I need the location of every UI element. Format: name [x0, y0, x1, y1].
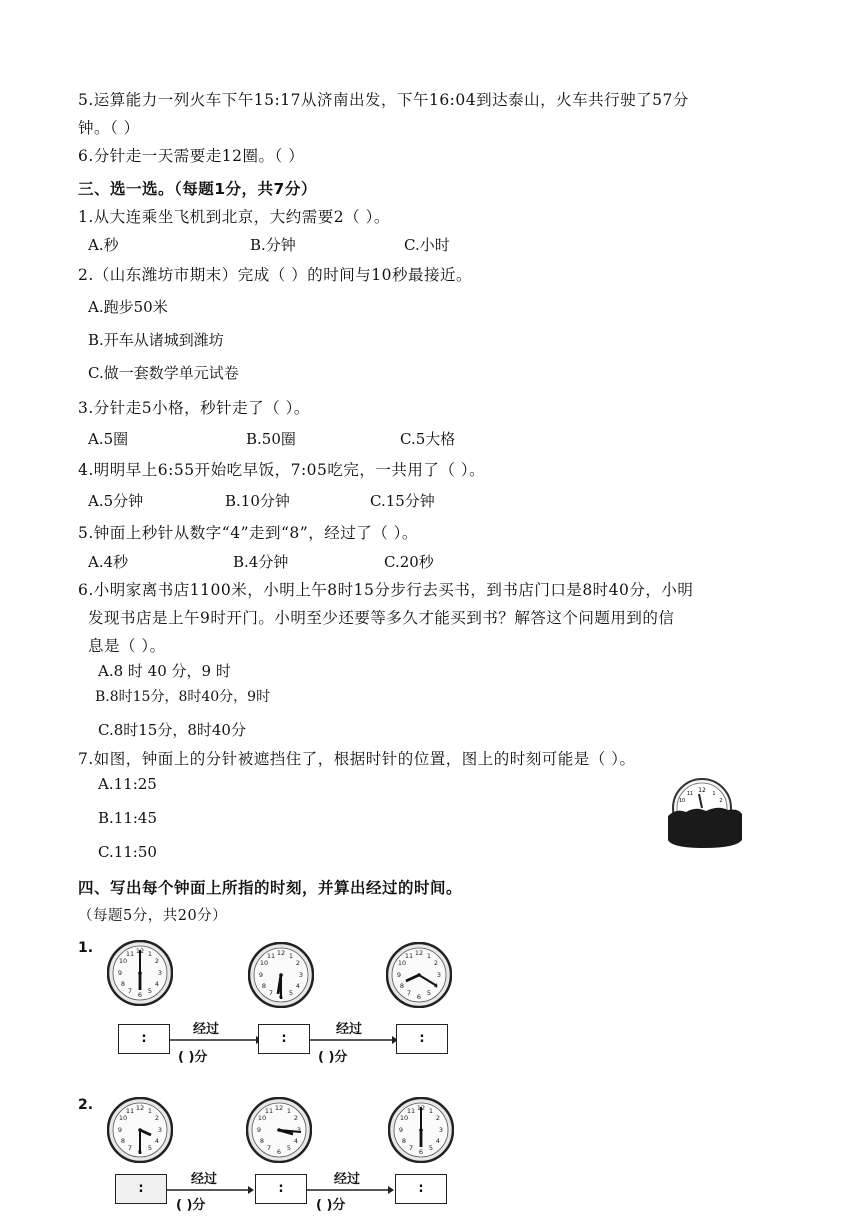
s3-q1-option-c: C.小时: [404, 236, 450, 254]
q1-time-box-1[interactable]: :: [118, 1024, 170, 1054]
svg-text:12: 12: [698, 787, 706, 794]
s3-q4-option-b: B.10分钟: [225, 492, 290, 510]
section4-title: 四、写出每个钟面上所指的时刻，并算出经过的时间。: [78, 879, 463, 897]
clock-q1-second: [248, 942, 314, 1008]
q2-elapsed-label-2: 经过: [334, 1172, 361, 1187]
clock-q2-third: [388, 1097, 454, 1163]
s3-q7-option-a: A.11:25: [98, 775, 157, 793]
q1-time-box-2[interactable]: :: [258, 1024, 310, 1054]
s3-q4-option-c: C.15分钟: [370, 492, 435, 510]
section3-title: 三、选一选。（每题1分，共7分）: [78, 180, 317, 198]
s4-q2-label: 2.: [78, 1097, 94, 1113]
s3-q7-stem: 7.如图，钟面上的分针被遮挡住了，根据时针的位置，图上的时刻可能是（ ）。: [78, 750, 636, 768]
s3-q2-option-b: B.开车从诸城到潍坊: [88, 331, 224, 349]
s3-q1-option-a: A.秒: [88, 236, 119, 254]
clock-q1-third: [386, 942, 452, 1008]
q2-time-box-2[interactable]: :: [255, 1174, 307, 1204]
s3-q5-option-c: C.20秒: [384, 553, 434, 571]
section4-subtitle: （每题5分，共20分）: [78, 908, 228, 924]
s3-q1-option-b: B.分钟: [250, 236, 296, 254]
svg-text:11: 11: [686, 791, 694, 797]
s3-q6-line3: 息是（ ）。: [88, 637, 166, 655]
s3-q5-stem: 5.钟面上秒针从数字“4”走到“8”，经过了（ ）。: [78, 524, 418, 542]
svg-text:1: 1: [712, 791, 716, 797]
s3-q7-option-c: C.11:50: [98, 843, 157, 861]
q2-elapsed-label-1: 经过: [191, 1172, 218, 1187]
q2-time-box-1[interactable]: :: [115, 1174, 167, 1204]
q1-elapsed-label-1: 经过: [193, 1022, 220, 1037]
clock-q2-first: [107, 1097, 173, 1163]
q2-minutes-blank-2[interactable]: ( )分: [316, 1198, 346, 1213]
s3-q5-option-a: A.4秒: [88, 553, 129, 571]
s3-q2-option-a: A.跑步50米: [88, 298, 168, 316]
judge-q6: 6.分针走一天需要走12圈。（ ）: [78, 147, 305, 165]
s3-q6-line1: 6.小明家离书店1100米，小明上午8时15分步行去买书，到书店门口是8时40分，小明: [78, 581, 694, 599]
s4-q1-label: 1.: [78, 940, 94, 956]
s3-q4-stem: 4.明明早上6:55开始吃早饭，7:05吃完，一共用了（ ）。: [78, 461, 486, 479]
s3-q6-line2: 发现书店是上午9时开门。小明至少还要等多久才能买到书？解答这个问题用到的信: [88, 609, 675, 627]
clock-q2-second: [246, 1097, 312, 1163]
s3-q2-option-c: C.做一套数学单元试卷: [88, 364, 239, 382]
covered-clock-image: [666, 778, 742, 848]
q1-elapsed-label-2: 经过: [336, 1022, 363, 1037]
s3-q6-option-a: A.8 时 40 分，9 时: [98, 662, 231, 680]
q1-minutes-blank-1[interactable]: ( )分: [178, 1050, 208, 1065]
s3-q7-option-b: B.11:45: [98, 809, 158, 827]
judge-q5-line2: 钟。（ ）: [78, 119, 140, 137]
s3-q6-option-b: B.8时15分，8时40分，9时: [95, 689, 271, 705]
s3-q4-option-a: A.5分钟: [88, 492, 144, 510]
svg-text:10: 10: [678, 798, 686, 804]
svg-text:2: 2: [719, 798, 723, 804]
s3-q1-stem: 1.从大连乘坐飞机到北京，大约需要2（ ）。: [78, 208, 390, 226]
s3-q3-option-b: B.50圈: [246, 430, 296, 448]
q1-time-box-3[interactable]: :: [396, 1024, 448, 1054]
s3-q2-stem: 2.（山东潍坊市期末）完成（ ）的时间与10秒最接近。: [78, 266, 472, 284]
s3-q3-option-c: C.5大格: [400, 430, 456, 448]
judge-q5-line1: 5.运算能力一列火车下午15:17从济南出发，下午16:04到达泰山，火车共行驶了57分: [78, 91, 689, 109]
s3-q5-option-b: B.4分钟: [233, 553, 289, 571]
q2-time-box-3[interactable]: :: [395, 1174, 447, 1204]
s3-q6-option-c: C.8时15分，8时40分: [98, 721, 246, 739]
s3-q3-option-a: A.5圈: [88, 430, 129, 448]
q1-minutes-blank-2[interactable]: ( )分: [318, 1050, 348, 1065]
s3-q3-stem: 3.分针走5小格，秒针走了（ ）。: [78, 399, 310, 417]
q2-minutes-blank-1[interactable]: ( )分: [176, 1198, 206, 1213]
clock-q1-first: [107, 940, 173, 1006]
